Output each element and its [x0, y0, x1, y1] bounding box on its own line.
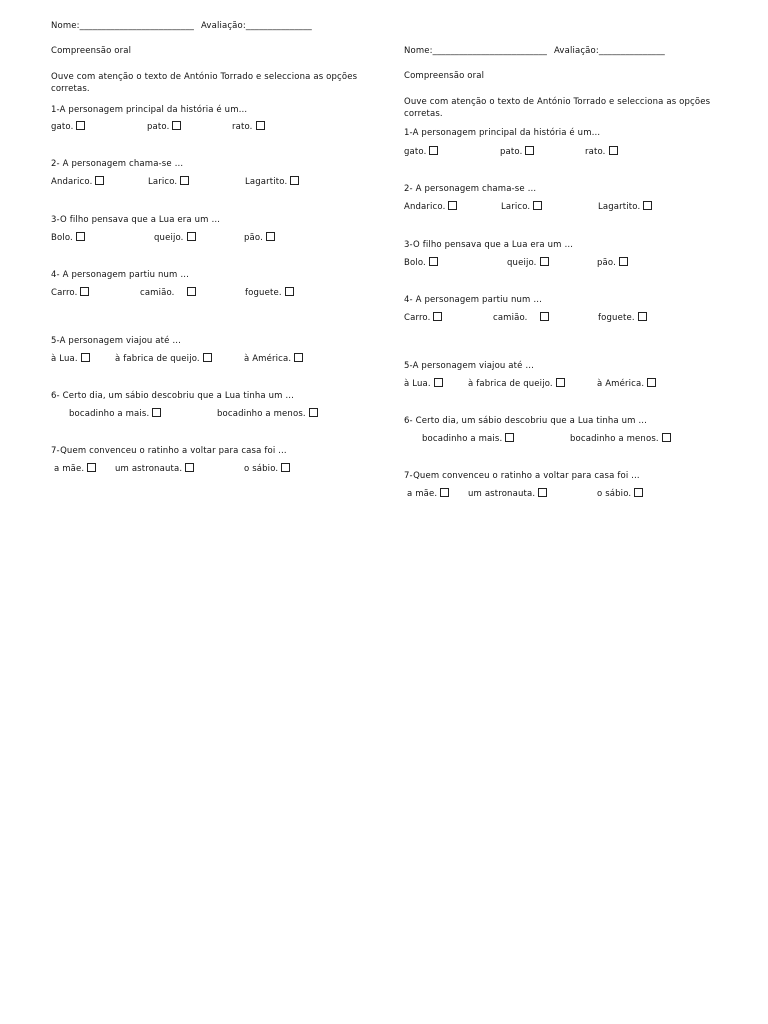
option-pao[interactable]: pão. — [597, 257, 628, 269]
question-4: 4- A personagem partiu num … — [404, 295, 542, 305]
checkbox[interactable] — [647, 378, 656, 387]
checkbox[interactable] — [448, 201, 457, 210]
option-lua[interactable]: à Lua. — [51, 353, 90, 365]
question-5: 5-A personagem viajou até … — [404, 361, 535, 371]
checkbox[interactable] — [619, 257, 628, 266]
option-lagartito[interactable]: Lagartito. — [598, 201, 652, 213]
question-6: 6- Certo dia, um sábio descobriu que a Lua tinha um … — [404, 416, 648, 426]
option-america[interactable]: à América. — [244, 353, 303, 365]
option-andarico[interactable]: Andarico. — [404, 201, 457, 213]
option-sabio[interactable]: o sábio. — [244, 463, 290, 475]
option-america[interactable]: à América. — [597, 378, 656, 390]
question-7: 7-Quem convenceu o ratinho a voltar para casa foi … — [51, 446, 287, 456]
checkbox[interactable] — [95, 176, 104, 185]
checkbox[interactable] — [540, 257, 549, 266]
option-camiao[interactable]: camião. — [140, 287, 196, 299]
checkbox[interactable] — [540, 312, 549, 321]
option-camiao[interactable]: camião. — [493, 312, 549, 324]
question-5: 5-A personagem viajou até … — [51, 336, 182, 346]
checkbox[interactable] — [538, 488, 547, 497]
checkbox[interactable] — [203, 353, 212, 362]
option-larico[interactable]: Larico. — [501, 201, 542, 213]
question-7: 7-Quem convenceu o ratinho a voltar para casa foi … — [404, 471, 640, 481]
option-gato[interactable]: gato. — [51, 121, 85, 133]
checkbox[interactable] — [429, 146, 438, 155]
checkbox[interactable] — [172, 121, 181, 130]
instructions: Ouve com atenção o texto de António Torrado e selecciona as opções corretas. — [51, 72, 358, 94]
checkbox[interactable] — [290, 176, 299, 185]
checkbox[interactable] — [533, 201, 542, 210]
question-2: 2- A personagem chama-se … — [51, 159, 184, 169]
checkbox[interactable] — [266, 232, 275, 241]
checkbox[interactable] — [433, 312, 442, 321]
checkbox[interactable] — [643, 201, 652, 210]
checkbox[interactable] — [180, 176, 189, 185]
checkbox[interactable] — [429, 257, 438, 266]
option-sabio[interactable]: o sábio. — [597, 488, 643, 500]
evaluation-field[interactable]: Avaliação:_______________ — [553, 46, 665, 56]
checkbox[interactable] — [87, 463, 96, 472]
option-mae[interactable]: a mãe. — [54, 463, 96, 475]
checkbox[interactable] — [294, 353, 303, 362]
option-larico[interactable]: Larico. — [148, 176, 189, 188]
checkbox[interactable] — [609, 146, 618, 155]
option-rato[interactable]: rato. — [232, 121, 265, 133]
checkbox[interactable] — [638, 312, 647, 321]
checkbox[interactable] — [185, 463, 194, 472]
name-field[interactable]: Nome:__________________________ — [404, 46, 548, 56]
option-bocadinho-mais[interactable]: bocadinho a mais. — [422, 433, 514, 445]
question-4: 4- A personagem partiu num … — [51, 270, 189, 280]
option-lua[interactable]: à Lua. — [404, 378, 443, 390]
option-bolo[interactable]: Bolo. — [404, 257, 438, 269]
option-bocadinho-menos[interactable]: bocadinho a menos. — [570, 433, 671, 445]
worksheet-title: Compreensão oral — [51, 46, 132, 56]
option-mae[interactable]: a mãe. — [407, 488, 449, 500]
checkbox[interactable] — [556, 378, 565, 387]
option-lagartito[interactable]: Lagartito. — [245, 176, 299, 188]
checkbox[interactable] — [662, 433, 671, 442]
question-3: 3-O filho pensava que a Lua era um … — [404, 240, 574, 250]
option-foguete[interactable]: foguete. — [598, 312, 647, 324]
checkbox[interactable] — [440, 488, 449, 497]
option-carro[interactable]: Carro. — [51, 287, 89, 299]
option-pato[interactable]: pato. — [147, 121, 181, 133]
option-fabrica-queijo[interactable]: à fabrica de queijo. — [115, 353, 212, 365]
question-3: 3-O filho pensava que a Lua era um … — [51, 215, 221, 225]
option-queijo[interactable]: queijo. — [154, 232, 196, 244]
instructions: Ouve com atenção o texto de António Torrado e selecciona as opções corretas. — [404, 97, 711, 119]
option-andarico[interactable]: Andarico. — [51, 176, 104, 188]
name-evaluation-line — [404, 46, 665, 57]
checkbox[interactable] — [81, 353, 90, 362]
option-rato[interactable]: rato. — [585, 146, 618, 158]
checkbox[interactable] — [525, 146, 534, 155]
checkbox[interactable] — [309, 408, 318, 417]
question-2: 2- A personagem chama-se … — [404, 184, 537, 194]
checkbox[interactable] — [152, 408, 161, 417]
checkbox[interactable] — [434, 378, 443, 387]
option-bocadinho-menos[interactable]: bocadinho a menos. — [217, 408, 318, 420]
checkbox[interactable] — [634, 488, 643, 497]
question-6: 6- Certo dia, um sábio descobriu que a Lua tinha um … — [51, 391, 295, 401]
evaluation-field[interactable]: Avaliação:_______________ — [200, 21, 312, 31]
checkbox[interactable] — [80, 287, 89, 296]
option-pao[interactable]: pão. — [244, 232, 275, 244]
question-1: 1-A personagem principal da história é um… — [51, 105, 248, 115]
option-gato[interactable]: gato. — [404, 146, 438, 158]
checkbox[interactable] — [281, 463, 290, 472]
option-fabrica-queijo[interactable]: à fabrica de queijo. — [468, 378, 565, 390]
checkbox[interactable] — [285, 287, 294, 296]
checkbox[interactable] — [505, 433, 514, 442]
checkbox[interactable] — [76, 121, 85, 130]
option-carro[interactable]: Carro. — [404, 312, 442, 324]
option-astronauta[interactable]: um astronauta. — [115, 463, 194, 475]
checkbox[interactable] — [187, 232, 196, 241]
name-evaluation-line — [51, 21, 312, 32]
question-1: 1-A personagem principal da história é um… — [404, 128, 601, 138]
option-bocadinho-mais[interactable]: bocadinho a mais. — [69, 408, 161, 420]
option-astronauta[interactable]: um astronauta. — [468, 488, 547, 500]
option-foguete[interactable]: foguete. — [245, 287, 294, 299]
checkbox[interactable] — [256, 121, 265, 130]
worksheet-title: Compreensão oral — [404, 71, 485, 81]
checkbox[interactable] — [187, 287, 196, 296]
checkbox[interactable] — [76, 232, 85, 241]
option-bolo[interactable]: Bolo. — [51, 232, 85, 244]
option-queijo[interactable]: queijo. — [507, 257, 549, 269]
name-field[interactable]: Nome:__________________________ — [51, 21, 195, 31]
option-pato[interactable]: pato. — [500, 146, 534, 158]
